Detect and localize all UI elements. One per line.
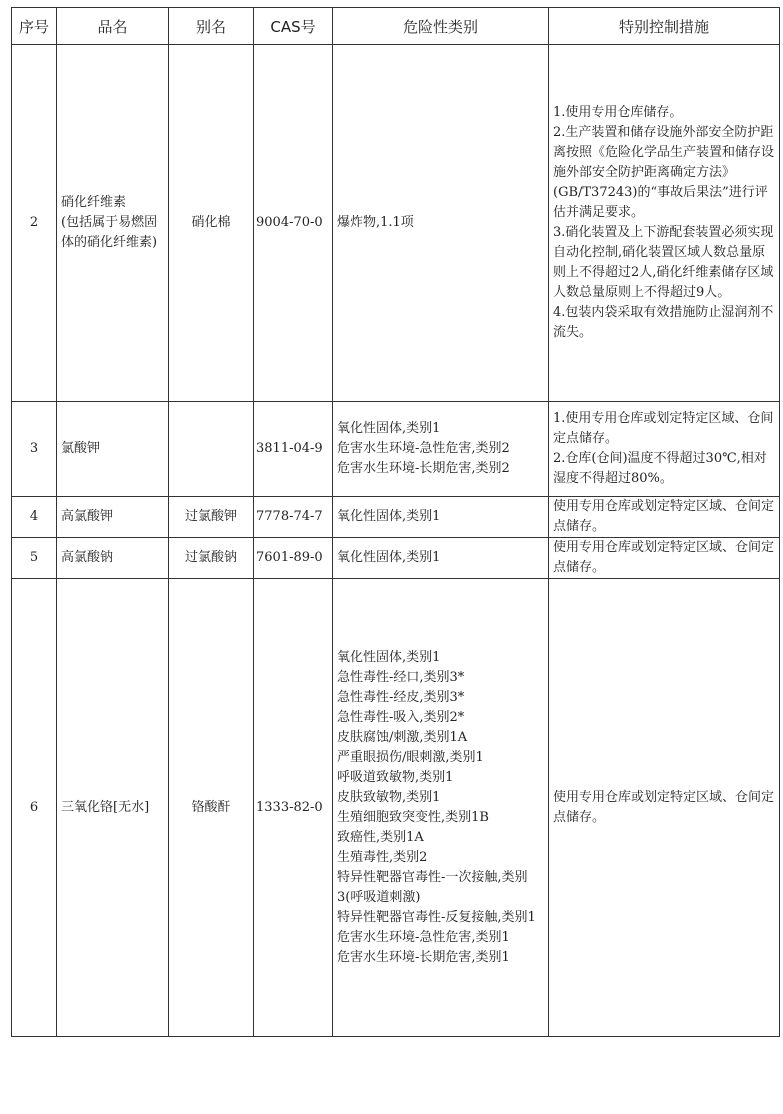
cell-no: 3 xyxy=(12,402,57,497)
cell-alias: 过氯酸钠 xyxy=(169,538,254,579)
table-row xyxy=(12,579,780,1037)
cell-cas: 9004-70-0 xyxy=(254,45,333,402)
measure-line: 使用专用仓库或划定特定区域、仓间定点储存。 xyxy=(553,499,775,534)
cell-control-measures xyxy=(549,45,780,402)
table-row xyxy=(12,538,780,579)
table-header-row xyxy=(12,8,780,45)
cell-cas: 3811-04-9 xyxy=(254,402,333,497)
header-cas: CAS号 xyxy=(254,8,333,45)
cell-name: 高氯酸钾 xyxy=(57,497,169,538)
header-no: 序号 xyxy=(12,8,57,45)
hazard-line: 氧化性固体,类别1 xyxy=(337,421,441,436)
table-row xyxy=(12,402,780,497)
cell-hazard-class xyxy=(333,402,549,497)
cell-cas: 7601-89-0 xyxy=(254,538,333,579)
hazard-line: 生殖细胞致突变性,类别1B xyxy=(337,809,489,825)
hazard-line: 特异性靶器官毒性-一次接触,类别3(呼吸道刺激) xyxy=(337,869,528,905)
hazard-line: 特异性靶器官毒性-反复接触,类别1 xyxy=(337,909,536,925)
cell-alias: 过氯酸钾 xyxy=(169,497,254,538)
cell-hazard-class xyxy=(333,45,549,402)
hazard-line: 呼吸道致敏物,类别1 xyxy=(337,769,454,785)
cell-hazard-class xyxy=(333,497,549,538)
cell-alias: 铬酸酐 xyxy=(169,579,254,1037)
cell-hazard-class xyxy=(333,538,549,579)
cell-no: 4 xyxy=(12,497,57,538)
cell-name: 三氧化铬[无水] xyxy=(57,579,169,1037)
cell-alias xyxy=(169,402,254,497)
hazard-line: 致癌性,类别1A xyxy=(337,829,424,845)
measure-line: 1.使用专用仓库储存。 xyxy=(553,105,683,120)
hazard-line: 急性毒性-经皮,类别3* xyxy=(337,689,465,705)
cell-no: 2 xyxy=(12,45,57,402)
cell-name: 氯酸钾 xyxy=(57,402,169,497)
cell-control-measures xyxy=(549,497,780,538)
measure-line: 3.硝化装置及上下游配套装置必须实现自动化控制,硝化装置区域人数总量原则上不得超过2人,硝化纤维素储存区域人数总量原则上不得超过9人。 xyxy=(553,225,774,300)
cell-control-measures xyxy=(549,538,780,579)
measure-line: 1.使用专用仓库或划定特定区域、仓间定点储存。 xyxy=(553,411,774,446)
hazard-line: 皮肤致敏物,类别1 xyxy=(337,789,441,805)
cell-name: 高氯酸钠 xyxy=(57,538,169,579)
measure-line: 使用专用仓库或划定特定区域、仓间定点储存。 xyxy=(553,540,775,575)
header-alias: 别名 xyxy=(169,8,254,45)
hazard-line: 爆炸物,1.1项 xyxy=(337,215,414,230)
cell-cas: 7778-74-7 xyxy=(254,497,333,538)
cell-cas: 1333-82-0 xyxy=(254,579,333,1037)
cell-no: 6 xyxy=(12,579,57,1037)
cell-hazard-class xyxy=(333,579,549,1037)
hazard-line: 氧化性固体,类别1 xyxy=(337,550,441,565)
hazard-line: 皮肤腐蚀/刺激,类别1A xyxy=(337,729,468,745)
hazard-line: 氧化性固体,类别1 xyxy=(337,509,441,524)
measure-line: 使用专用仓库或划定特定区域、仓间定点储存。 xyxy=(553,789,775,825)
document-page xyxy=(11,7,779,1037)
measure-line: 4.包装内袋采取有效措施防止湿润剂不流失。 xyxy=(553,305,774,340)
hazardous-chemicals-table xyxy=(11,7,780,1037)
hazard-line: 严重眼损伤/眼刺激,类别1 xyxy=(337,749,484,765)
hazard-line: 危害水生环境-急性危害,类别2 xyxy=(337,441,510,456)
hazard-line: 生殖毒性,类别2 xyxy=(337,849,428,865)
table-row xyxy=(12,45,780,402)
hazard-line: 急性毒性-经口,类别3* xyxy=(337,669,465,685)
hazard-line: 危害水生环境-长期危害,类别1 xyxy=(337,949,510,965)
cell-name: 硝化纤维素 (包括属于易燃固体的硝化纤维素) xyxy=(57,45,169,402)
header-hazard-class: 危险性类别 xyxy=(333,8,549,45)
header-control-measures: 特别控制措施 xyxy=(549,8,780,45)
hazard-line: 氧化性固体,类别1 xyxy=(337,649,441,665)
measure-line: 2.仓库(仓间)温度不得超过30℃,相对湿度不得超过80%。 xyxy=(553,451,767,486)
cell-control-measures xyxy=(549,402,780,497)
measure-line: 2.生产装置和储存设施外部安全防护距离按照《危险化学品生产装置和储存设施外部安全防护距离确定方法》(GB/T37243)的“事故后果法”进行评估并满足要求。 xyxy=(553,125,775,220)
cell-no: 5 xyxy=(12,538,57,579)
hazard-line: 危害水生环境-急性危害,类别1 xyxy=(337,929,510,945)
header-name: 品名 xyxy=(57,8,169,45)
hazard-line: 危害水生环境-长期危害,类别2 xyxy=(337,461,510,476)
hazard-line: 急性毒性-吸入,类别2* xyxy=(337,709,465,725)
cell-alias: 硝化棉 xyxy=(169,45,254,402)
table-row xyxy=(12,497,780,538)
cell-control-measures xyxy=(549,579,780,1037)
